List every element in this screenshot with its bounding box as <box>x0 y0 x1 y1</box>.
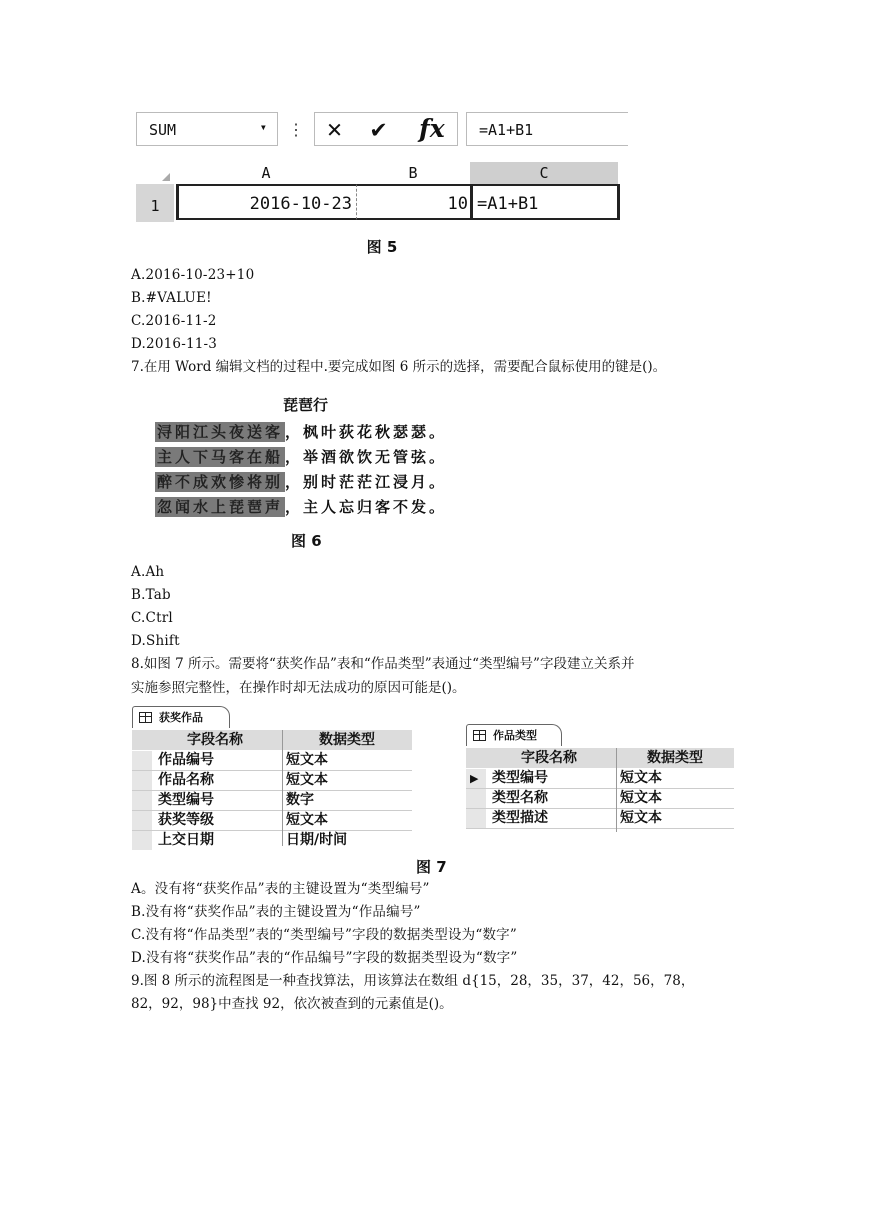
column-divider <box>616 748 617 832</box>
row-selector <box>466 809 486 828</box>
table-icon <box>139 712 152 723</box>
header-field-name: 字段名称 <box>187 732 243 748</box>
field-type: 短文本 <box>620 790 662 806</box>
q8-option-d: D.没有将“获奖作品”表的“作品编号”字段的数据类型设为“数字” <box>131 950 518 966</box>
header-data-type: 数据类型 <box>647 750 703 766</box>
cell-c1: =A1+B1 <box>470 184 620 220</box>
poem-line-2-rest: ，举酒欲饮无管弦。 <box>285 448 448 466</box>
table-row <box>132 771 412 791</box>
field-type: 短文本 <box>620 810 662 826</box>
poem-line-1-selected: 浔阳江头夜送客 <box>157 423 284 441</box>
field-name: 作品名称 <box>158 772 214 788</box>
cell-b1: 10 <box>356 184 470 220</box>
figure-6-poem <box>155 394 475 554</box>
table-row <box>132 791 412 811</box>
formula-text: =A1+B1 <box>479 121 534 139</box>
field-type: 短文本 <box>286 772 328 788</box>
q6-option-c: C.2016-11-2 <box>131 313 217 329</box>
header-data-type: 数据类型 <box>319 732 375 748</box>
poem-line-2 <box>155 446 447 470</box>
row-selector <box>466 789 486 808</box>
table-icon <box>473 730 486 741</box>
vertical-dots-icon: ⋮ <box>288 120 304 139</box>
table-row <box>466 789 734 809</box>
table-header <box>466 748 734 768</box>
formula-buttons <box>314 112 458 146</box>
field-type: 短文本 <box>286 752 328 768</box>
enter-check-icon: ✔ <box>371 114 387 143</box>
figure-5-caption: 图 5 <box>366 238 398 256</box>
q9-stem-line-2: 82，92，98}中查找 92，依次被查到的元素值是()。 <box>131 996 453 1012</box>
q7-option-c: C.Ctrl <box>131 610 173 626</box>
row-header-1: 1 <box>136 184 174 222</box>
poem-line-3 <box>155 471 447 495</box>
table-row <box>466 809 734 829</box>
table-row <box>132 811 412 831</box>
poem-line-1 <box>155 421 447 445</box>
select-all-corner <box>136 162 174 184</box>
q7-option-b: B.Tab <box>131 587 171 603</box>
table-tab-awarded-works <box>132 706 230 728</box>
table-work-types <box>466 724 734 834</box>
poem-line-1-rest: ，枫叶荻花秋瑟瑟。 <box>285 423 448 441</box>
sheet-row-1 <box>136 184 628 222</box>
column-header-c: C <box>470 162 618 184</box>
cancel-icon: ✕ <box>327 114 343 143</box>
row-selector <box>132 791 152 810</box>
row-selector <box>132 831 152 850</box>
q7-option-a: A.Ah <box>131 564 165 580</box>
q7-option-d: D.Shift <box>131 633 180 649</box>
poem-line-3-selected: 醉不成欢惨将别 <box>157 473 284 491</box>
column-divider <box>282 730 283 846</box>
q8-option-c: C.没有将“作品类型”表的“类型编号”字段的数据类型设为“数字” <box>131 927 517 943</box>
field-type: 日期/时间 <box>286 832 348 848</box>
name-box-value: SUM <box>149 121 177 139</box>
q7-stem: 7.在用 Word 编辑文档的过程中.要完成如图 6 所示的选择，需要配合鼠标使用的键是()。 <box>131 359 667 375</box>
header-field-name: 字段名称 <box>521 750 577 766</box>
figure-7-caption: 图 7 <box>416 858 447 876</box>
column-headers <box>136 162 628 184</box>
poem-line-4-selected: 忽闻水上琵琶声 <box>157 498 284 516</box>
q6-option-a: A.2016-10-23+10 <box>131 267 255 283</box>
cell-a1: 2016-10-23 <box>176 184 356 220</box>
q8-option-a: A。没有将“获奖作品”表的主键设置为“类型编号” <box>131 881 430 897</box>
column-header-b: B <box>408 164 418 182</box>
field-type: 短文本 <box>286 812 328 828</box>
field-name: 作品编号 <box>158 752 214 768</box>
q9-stem-line-1: 9.图 8 所示的流程图是一种查找算法，用该算法在数组 d{15，28，35，37，42，56，78， <box>131 973 695 989</box>
field-name: 类型编号 <box>492 770 548 786</box>
figure-6-caption: 图 6 <box>291 532 322 550</box>
table-tab-work-types <box>466 724 562 746</box>
figure-5-spreadsheet <box>136 110 628 260</box>
q6-option-d: D.2016-11-3 <box>131 336 218 352</box>
field-name: 类型编号 <box>158 792 214 808</box>
figure-7-tables <box>130 706 740 876</box>
q6-option-b: B.#VALUE! <box>131 290 212 306</box>
column-header-a: A <box>261 164 271 182</box>
row-selector <box>132 771 152 790</box>
table-tab-label: 作品类型 <box>493 729 537 742</box>
row-selector <box>466 769 486 788</box>
table-row <box>466 769 734 789</box>
table-row <box>132 751 412 771</box>
table-awarded-works <box>132 706 412 846</box>
poem-line-4 <box>155 496 447 520</box>
field-name: 上交日期 <box>158 832 214 848</box>
field-type: 短文本 <box>620 770 662 786</box>
table-tab-label: 获奖作品 <box>159 711 203 724</box>
poem-line-2-selected: 主人下马客在船 <box>157 448 284 466</box>
q8-stem-line-1: 8.如图 7 所示。需要将“获奖作品”表和“作品类型”表通过“类型编号”字段建立关系并 <box>131 656 635 672</box>
row-selector <box>132 811 152 830</box>
fx-icon: fx <box>419 114 445 143</box>
row-selector <box>132 751 152 770</box>
poem-line-4-rest: ，主人忘归客不发。 <box>285 498 448 516</box>
field-name: 类型描述 <box>492 810 548 826</box>
field-name: 获奖等级 <box>158 812 214 828</box>
field-name: 类型名称 <box>492 790 548 806</box>
field-type: 数字 <box>286 792 314 808</box>
q8-option-b: B.没有将“获奖作品”表的主键设置为“作品编号” <box>131 904 421 920</box>
name-box <box>136 112 278 146</box>
table-header <box>132 730 412 750</box>
formula-bar <box>466 112 628 146</box>
current-row-arrow-icon: ▶ <box>470 772 479 785</box>
q8-stem-line-2: 实施参照完整性，在操作时却无法成功的原因可能是()。 <box>131 680 466 696</box>
poem-line-3-rest: ，别时茫茫江浸月。 <box>285 473 448 491</box>
poem-title: 琵琶行 <box>283 396 329 414</box>
chevron-down-icon: ▾ <box>259 120 267 134</box>
table-row <box>132 831 412 850</box>
